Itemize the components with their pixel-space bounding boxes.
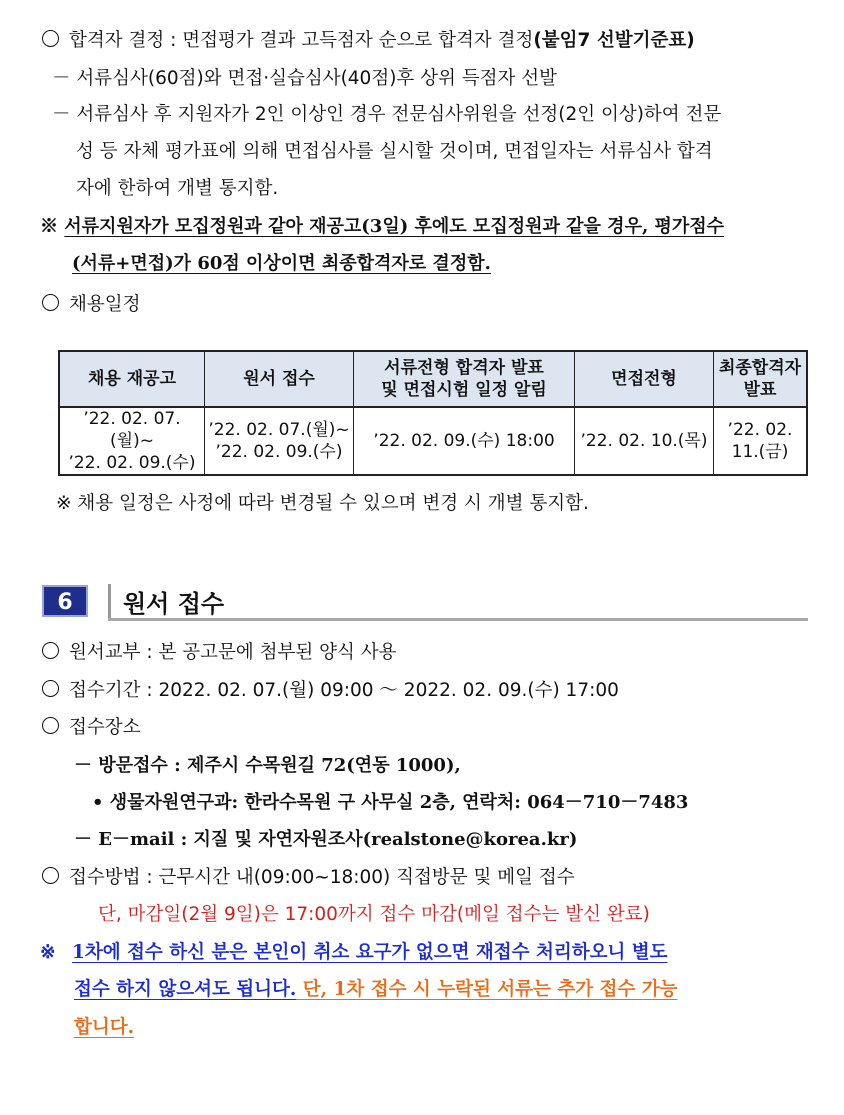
schedule-header-row bbox=[59, 351, 807, 407]
cell-application-dates: ’22. 02. 07.(월)~ ’22. 02. 09.(수) bbox=[205, 407, 354, 475]
schedule-table bbox=[58, 350, 808, 476]
result-decision-text: 합격자 결정 : 면접평가 결과 고득점자 순으로 합격자 결정 bbox=[69, 30, 534, 51]
visit-office-line: • 생물자원연구과: 한라수목원 구 사무실 2층, 연락처: 064－710－7483 bbox=[92, 792, 689, 813]
resubmission-note-2 bbox=[74, 975, 677, 1001]
header-application: 원서 접수 bbox=[205, 351, 354, 407]
circle-bullet-icon bbox=[42, 294, 59, 311]
selection-criteria-line: － 서류심사(60점)와 면접·실습심사(40점)후 상위 득점자 선발 bbox=[52, 68, 558, 89]
schedule-change-note: ※ 채용 일정은 사정에 따라 변경될 수 있으며 변경 시 개별 통지함. bbox=[56, 493, 589, 514]
resubmission-note-text-1: 1차에 접수 하신 분은 본인이 취소 요구가 없으면 재접수 처리하오니 별도 bbox=[71, 942, 668, 963]
table-row bbox=[59, 407, 807, 475]
expert-review-line-2: 성 등 자체 평가표에 의해 면접심사를 실시할 것이며, 면접일자는 서류심사 합격 bbox=[76, 141, 713, 162]
attachment-reference: (붙임7 선발기준표) bbox=[533, 30, 695, 51]
reannouncement-note-1 bbox=[40, 212, 724, 238]
missing-documents-note-end: 합니다. bbox=[74, 1017, 135, 1038]
cell-interview-date: ’22. 02. 10.(목) bbox=[575, 407, 714, 475]
reannouncement-note-text-2: (서류+면접)가 60점 이상이면 최종합격자로 결정함. bbox=[72, 253, 491, 274]
section-number-badge: 6 bbox=[42, 585, 88, 617]
reannouncement-note-text-1: 서류지원자가 모집정원과 같아 재공고(3일) 후에도 모집정원과 같을 경우, 평가점수 bbox=[64, 216, 725, 237]
application-place-line: 접수장소 bbox=[42, 713, 140, 739]
circle-bullet-icon bbox=[42, 30, 59, 47]
form-distribution-line: 원서교부 : 본 공고문에 첨부된 양식 사용 bbox=[42, 638, 396, 664]
header-reannouncement: 채용 재공고 bbox=[59, 351, 205, 407]
cell-document-result-date: ’22. 02. 09.(수) 18:00 bbox=[354, 407, 575, 475]
expert-review-line-1: － 서류심사 후 지원자가 2인 이상인 경우 전문심사위원을 선정(2인 이상)하여 전문 bbox=[52, 104, 722, 125]
section-underline bbox=[108, 618, 808, 621]
header-final-result: 최종합격자 발표 bbox=[714, 351, 808, 407]
visit-application-line: － 방문접수 : 제주시 수목원길 72(연동 1000), bbox=[74, 755, 461, 776]
schedule-heading: 채용일정 bbox=[42, 290, 140, 316]
circle-bullet-icon bbox=[42, 717, 59, 734]
header-interview: 면접전형 bbox=[575, 351, 714, 407]
circle-bullet-icon bbox=[42, 867, 59, 884]
note-mark: ※ bbox=[40, 216, 58, 237]
section-title: 원서 접수 bbox=[123, 590, 225, 618]
result-decision-line bbox=[42, 26, 695, 52]
circle-bullet-icon bbox=[42, 680, 59, 697]
resubmission-note-3 bbox=[74, 1013, 134, 1039]
cell-reannouncement-dates: ’22. 02. 07.(월)~ ’22. 02. 09.(수) bbox=[59, 407, 205, 475]
expert-review-line-3: 자에 한하여 개별 통지함. bbox=[76, 178, 279, 199]
reannouncement-note-2 bbox=[72, 249, 491, 275]
circle-bullet-icon bbox=[42, 642, 59, 659]
application-method-line: 접수방법 : 근무시간 내(09:00~18:00) 직접방문 및 메일 접수 bbox=[42, 863, 575, 889]
resubmission-note-1 bbox=[40, 938, 668, 964]
missing-documents-note: 단, 1차 접수 시 누락된 서류는 추가 접수 가능 bbox=[296, 979, 678, 1000]
resubmission-note-text-2: 접수 하지 않으셔도 됩니다. bbox=[74, 979, 297, 1000]
header-document-result: 서류전형 합격자 발표 및 면접시험 일정 알림 bbox=[354, 351, 575, 407]
note-mark: ※ bbox=[40, 942, 56, 963]
section-title-divider bbox=[108, 584, 111, 620]
deadline-note: 단, 마감일(2월 9일)은 17:00까지 접수 마감(메일 접수는 발신 완료) bbox=[98, 904, 650, 925]
email-application-line: － E－mail : 지질 및 자연자원조사(realstone@korea.kr) bbox=[74, 829, 578, 850]
application-period-line: 접수기간 : 2022. 02. 07.(월) 09:00 ～ 2022. 02. 09.(수) 17:00 bbox=[42, 676, 619, 702]
cell-final-result-date: ’22. 02. 11.(금) bbox=[714, 407, 808, 475]
